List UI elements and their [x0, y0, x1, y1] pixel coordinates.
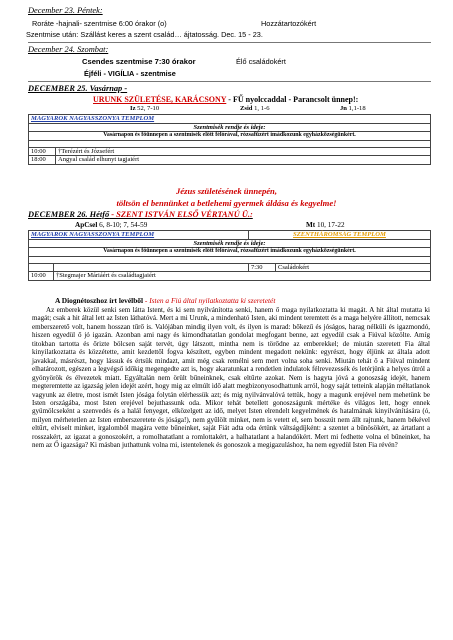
- dec24-mass: Csendes szentmise 7:30 órakor: [82, 57, 196, 66]
- dec25-reading-2: Zsid 1, 1-6: [240, 105, 270, 112]
- dec23-rorate: Roráte -hajnali- szentmise 6:00 órakor (o): [32, 19, 167, 28]
- dec26-church-2: SZENTHÁROMSÁG TEMPLOM: [249, 231, 431, 240]
- table-row: [29, 263, 431, 272]
- dec25-church: MAGYAROK NAGYASSZONYA TEMPLOM: [29, 115, 431, 124]
- dec26-reading-1: ApCsel 6, 8-10; 7, 54-59: [75, 221, 148, 229]
- dec26-church-1: MAGYAROK NAGYASSZONYA TEMPLOM: [29, 231, 249, 240]
- letter-subtitle: - Isten a Fiú által nyilatkoztatta ki szeretetét: [143, 296, 276, 305]
- christmas-wish-line2: töltsön el bennünket a betlehemi gyermek áldása és kegyelme!: [116, 198, 337, 208]
- dec24-vigil: Éjféli - VIGÍLIA - szentmise: [84, 69, 176, 78]
- dec25-feast: URUNK SZÜLETÉSE, KARÁCSONY: [93, 95, 227, 104]
- mass-intention: †Terézért és Józsefért: [56, 147, 431, 156]
- dec25-title: [93, 95, 358, 104]
- dec23-heading: December 23. Péntek:: [28, 6, 103, 15]
- letter-title: A Diognétoszhoz írt levélből - Isten a Fiú által nyilatkoztatta ki szeretetét: [55, 296, 276, 305]
- christmas-wish-line1: Jézus születésének ünnepén,: [176, 186, 277, 196]
- table-row: [29, 272, 431, 281]
- mass-time: 18:00: [29, 156, 56, 165]
- letter-body: Az emberek közül senki sem látta Istent, és ki sem nyilvánította senki, hanem ő maga nyilatkoztatta ki magát. A hit által mutatta ki magát; csak a hit által lett az Isten láthatóvá. Mert a mi Urunk, a mindenható Isten, aki mindent teremtett és a maga helyére állított, nemcsak emberszerető volt, hanem hosszan tűrő is. Valójában mindig ilyen volt, és ilyen is marad: bőkezű és jóságos, harag nélküli és igazmondó, hiszen egyedül ő jó igazán. Azonban ami nagy és kimondhatatlan gondolat megfogant benne, azt egyedül csak a Fiúval közölte. Amíg titokban tartotta és őrizte bölcsen saját tervét, úgy látszott, mintha nem is törődne az emberekkel; de miután szeretett Fia által kinyilatkoztatta és közzétette, amit kezdettől fogva készített, egyben mindent megadott nekünk: egyrészt, hogy éljünk az általa adott javakkal, másrészt, hogy lássuk és értsük mindazt, amit még csak remélni sem mert volna soha senki. Miután tehát ő a Fiúval mindent elhatározott, egészen a legvégső időkig megengedte azt is, hogy akaratunkat a rendetlen indulatok félrevezessék és letérjünk a helyes útról a gyönyörök és élvezetek miatt. Egyáltalán nem örült bűneinknek, csak eltűrte azokat. Nem is hagyta jóvá a gonoszság idejét, hanem megteremtette az igazság jelen idejét azért, hogy mig az elmúlt idő alatt megbizonyosodhattunk arról, hogy saját tetteink alapján méltatlanok vagyunk az életre, most ismét Isten jósága folytán elérhessük azt; és mig nyilvánvalóvá tettük, hogy a magunk erejével nem mehetünk be Isten országába, most Isten erejével bejuthassunk oda. Mikor tehát betellett gonoszságunk mértéke és világos lett, hogy ennek gyümölcseként a szenvedés és a halál fenyeget, elközelgett az idő, melyet Isten elrendelt kegyelmének és hatalmának kinyilvánítására (ó, milyen mérhetetlen az Isten emberszeretete és jósága!), nem gyűlölt minket, nem is vetett el, sem bosszút nem állt rajtunk, hanem békével eltűrt, elviselt minket, irgalomból magára vette bűneinket, saját Fiát adta oda értünk váltságdíjként: a szentet a bűnösökért, az ártatlant a rosszakért, az igazat a gonoszokért, a romolhatatlant a romlottakért, a halhatatlant a halandókért. Mert mi fedhette volna el bűneinket, ha nem az Ő igazsága? Ki másban juthattunk volna mi, istentelenek és gonoszok a megigazuláshoz, ha nem egyedül Isten Fia révén?: [32, 306, 430, 450]
- dec26-heading: DECEMBER 26. Hétfő - SZENT ISTVÁN ELSŐ VÉRTANÚ Ü.:: [28, 210, 253, 219]
- mass-intention: †Stegmajer Máriáért és családtagjaiért: [54, 272, 431, 281]
- mass-time: 10:00: [29, 272, 54, 281]
- dec26-order: Szentmisék rendje és ideje:: [29, 239, 431, 248]
- dec23-devotion: Szentmise után: Szállást keres a szent család… ájtatosság. Dec. 15 - 23.: [26, 30, 263, 39]
- dec26-mass-table: [28, 230, 431, 281]
- mass-intention: Angyal család elhunyt tagjaiért: [56, 156, 431, 165]
- dec25-heading: DECEMBER 25. Vasárnap -: [28, 84, 128, 93]
- dec26-feast: - SZENT ISTVÁN ELSŐ VÉRTANÚ Ü.:: [109, 210, 253, 219]
- table-row: [29, 156, 431, 165]
- divider: [28, 81, 431, 82]
- dec26-reading-2: Mt 10, 17-22: [306, 221, 345, 229]
- dec25-feast-rank: - FŰ nyolccaddal - Parancsolt ünnep!:: [226, 95, 359, 104]
- mass-time: 10:00: [29, 147, 56, 156]
- dec24-mass-intention: Élő családokért: [236, 57, 286, 66]
- dec25-reading-1: Iz 52, 7-10: [130, 105, 160, 112]
- dec25-rosary-note: Vasárnapon és főünnepen a szentmisék előtt félórával, rózsafüzért imádkozunk egyházközségünkért.: [29, 132, 431, 141]
- dec23-rorate-intention: Hozzátartozókért: [261, 19, 317, 28]
- table-row: [29, 147, 431, 156]
- dec25-reading-3: Jn 1,1-18: [340, 105, 366, 112]
- dec24-heading: December 24. Szombat:: [28, 45, 109, 54]
- dec25-order: Szentmisék rendje és ideje:: [29, 123, 431, 132]
- mass-time: 7:30: [249, 263, 276, 272]
- divider: [28, 42, 431, 43]
- dec26-rosary-note: Vasárnapon és főünnepen a szentmisék előtt félórával, rózsafüzért imádkozunk egyházközségünkért.: [29, 248, 431, 257]
- mass-intention: Családokért: [276, 263, 431, 272]
- spacer-row: [29, 256, 431, 263]
- dec25-mass-table: [28, 114, 431, 165]
- spacer-row: [29, 140, 431, 147]
